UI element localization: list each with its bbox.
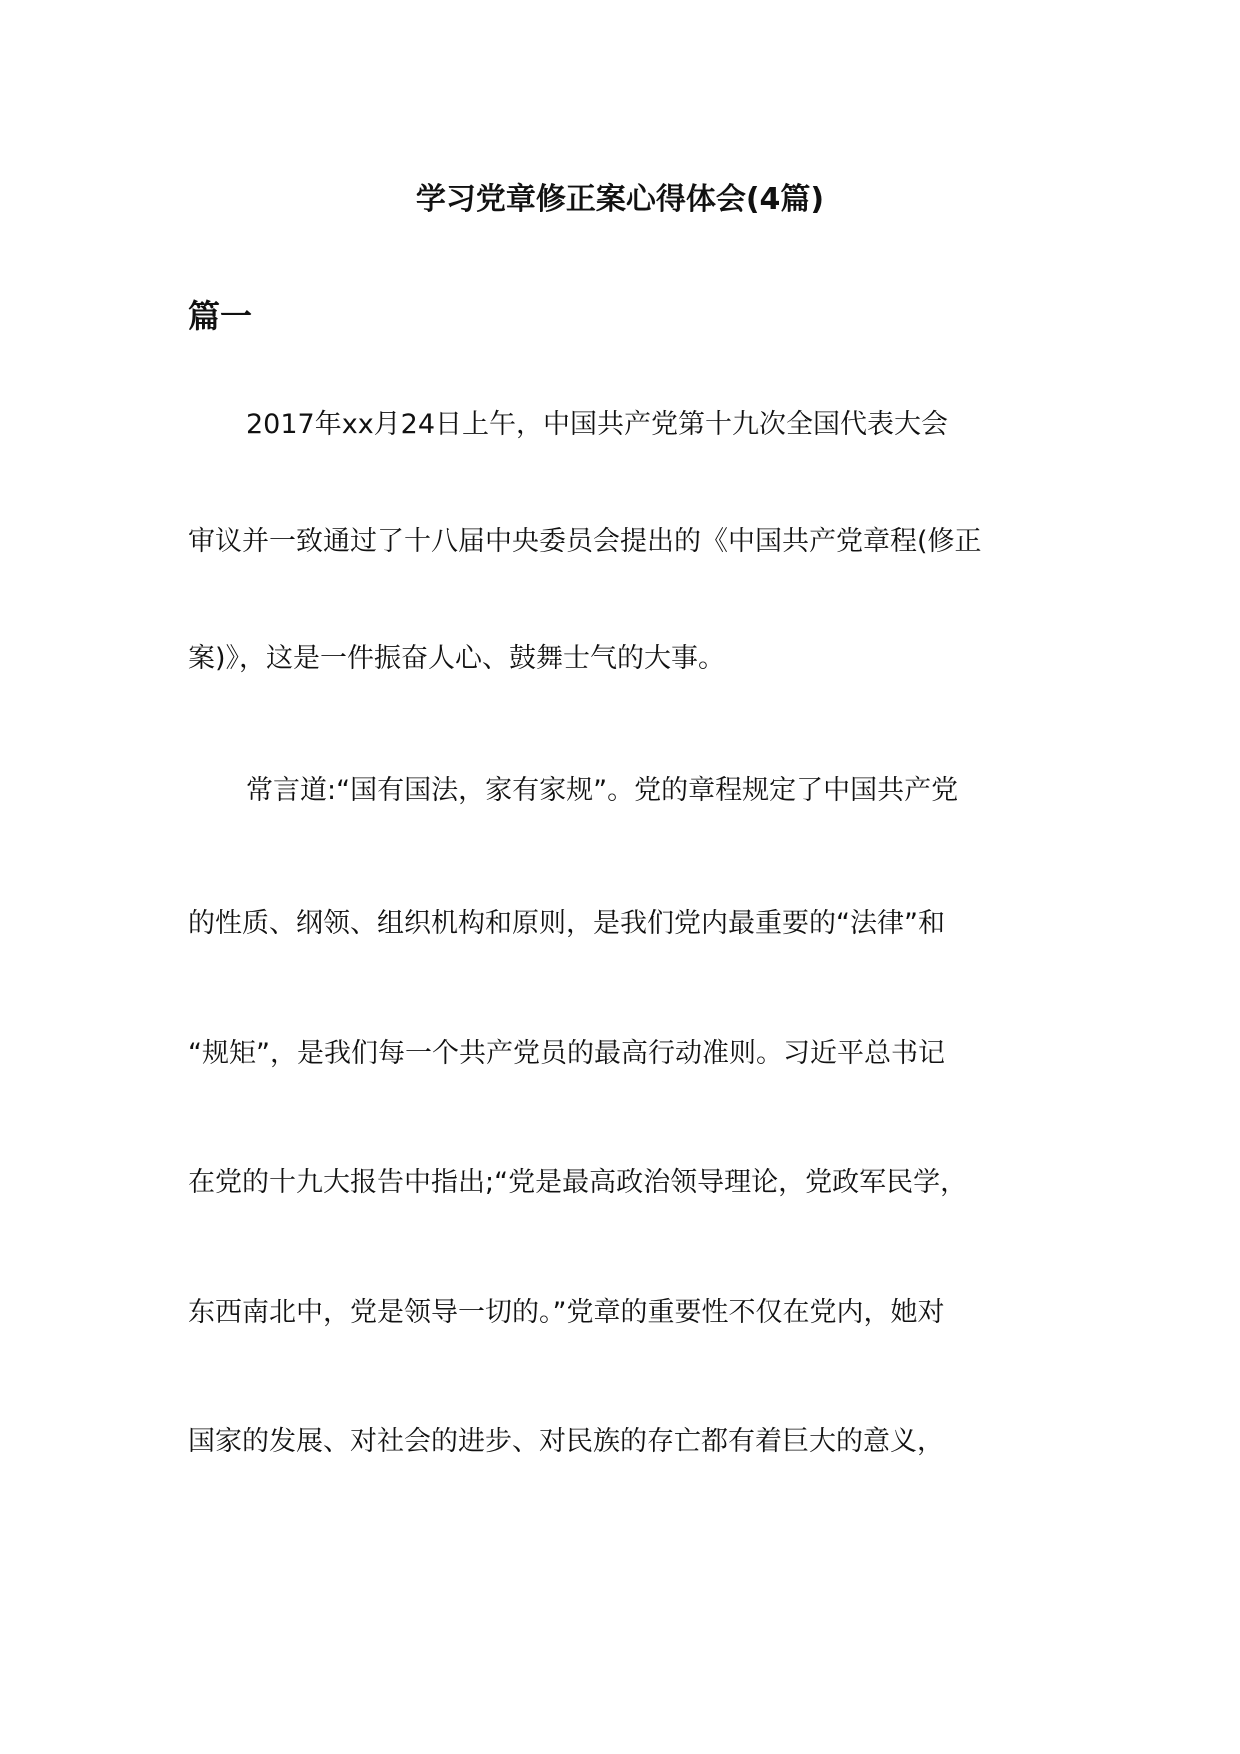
- paragraph-line: 2017年xx月24日上午，中国共产党第十九次全国代表大会: [246, 409, 949, 440]
- paragraph-line: 常言道:“国有国法，家有家规”。党的章程规定了中国共产党: [246, 775, 959, 806]
- paragraph-line: 在党的十九大报告中指出;“党是最高政治领导理论，党政军民学，: [188, 1167, 968, 1198]
- paragraph-line: “规矩”，是我们每一个共产党员的最高行动准则。习近平总书记: [188, 1038, 945, 1069]
- paragraph-line: 国家的发展、对社会的进步、对民族的存亡都有着巨大的意义，: [188, 1426, 944, 1457]
- document-title: 学习党章修正案心得体会(4篇): [415, 182, 825, 217]
- paragraph-line: 案)》，这是一件振奋人心、鼓舞士气的大事。: [188, 643, 726, 674]
- paragraph-line: 东西南北中，党是领导一切的。”党章的重要性不仅在党内，她对: [188, 1297, 945, 1328]
- paragraph-line: 的性质、纲领、组织机构和原则，是我们党内最重要的“法律”和: [188, 908, 945, 939]
- section-heading: 篇一: [188, 297, 253, 335]
- paragraph-line: 审议并一致通过了十八届中央委员会提出的《中国共产党章程(修正: [188, 526, 982, 557]
